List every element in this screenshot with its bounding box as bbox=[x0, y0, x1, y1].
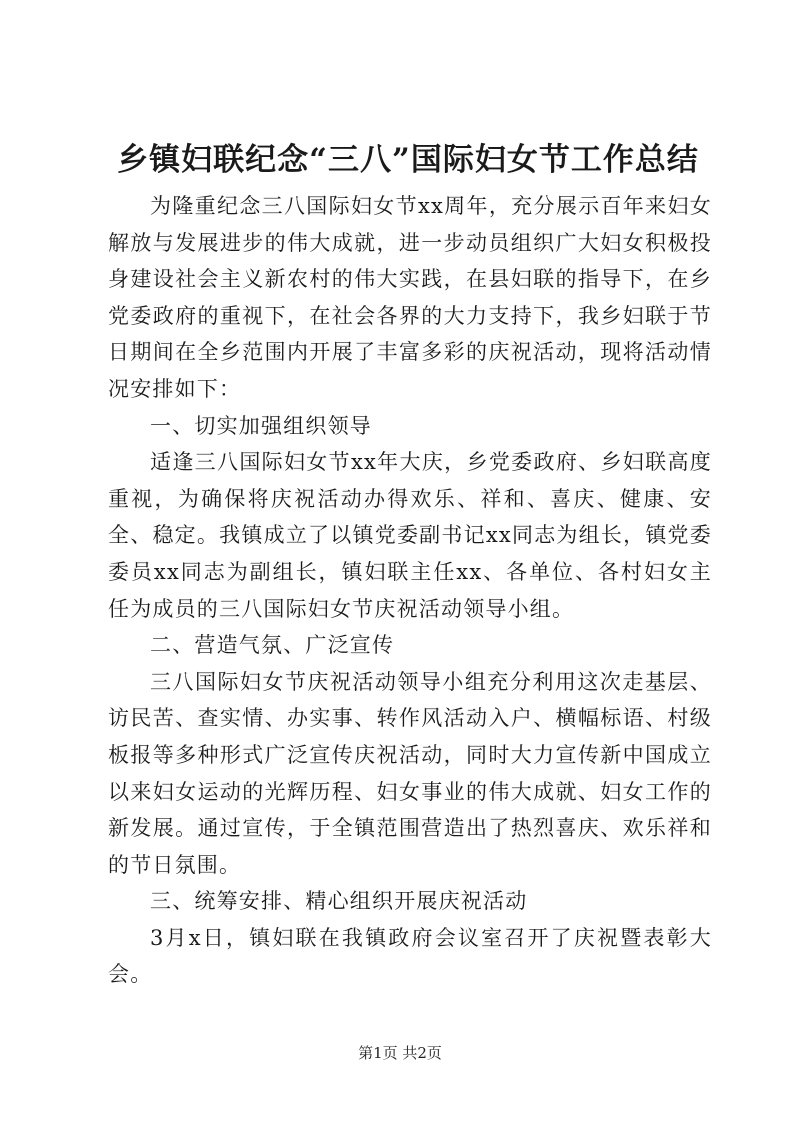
page-number-footer: 第1页 共2页 bbox=[358, 1044, 442, 1062]
section-heading-1: 一、切实加强组织领导 bbox=[150, 413, 372, 438]
intro-paragraph: 为隆重纪念三八国际妇女节xx周年，充分展示百年来妇女解放与发展进步的伟大成就，进一步动员组织广大妇女积极投身建设社会主义新农村的伟大实践，在县妇联的指导下，在乡党委政府的重视下，在社会各界的大力支持下，我乡妇联于节日期间在全乡范围内开展了丰富多彩的庆祝活动，现将活动情况安排如下： bbox=[108, 194, 712, 401]
section-3-paragraph: 3月x日，镇妇联在我镇政府会议室召开了庆祝暨表彰大会。 bbox=[108, 925, 712, 987]
document-body bbox=[108, 188, 712, 993]
section-heading-2: 二、营造气氛、广泛宣传 bbox=[150, 633, 395, 658]
document-title: 乡镇妇联纪念“三八”国际妇女节工作总结 bbox=[117, 142, 699, 178]
section-1-paragraph: 适逢三八国际妇女节xx年大庆，乡党委政府、乡妇联高度重视，为确保将庆祝活动办得欢乐、祥和、喜庆、健康、安全、稳定。我镇成立了以镇党委副书记xx同志为组长，镇党委委员xx同志为副组长，镇妇联主任xx、各单位、各村妇女主任为成员的三八国际妇女节庆祝活动领导小组。 bbox=[108, 450, 712, 621]
section-heading-3: 三、统筹安排、精心组织开展庆祝活动 bbox=[150, 889, 528, 914]
section-2-paragraph: 三八国际妇女节庆祝活动领导小组充分利用这次走基层、访民苦、查实情、办实事、转作风活动入户、横幅标语、村级板报等多种形式广泛宣传庆祝活动，同时大力宣传新中国成立以来妇女运动的光辉历程、妇女事业的伟大成就、妇女工作的新发展。通过宣传，于全镇范围营造出了热烈喜庆、欢乐祥和的节日氛围。 bbox=[108, 669, 712, 877]
